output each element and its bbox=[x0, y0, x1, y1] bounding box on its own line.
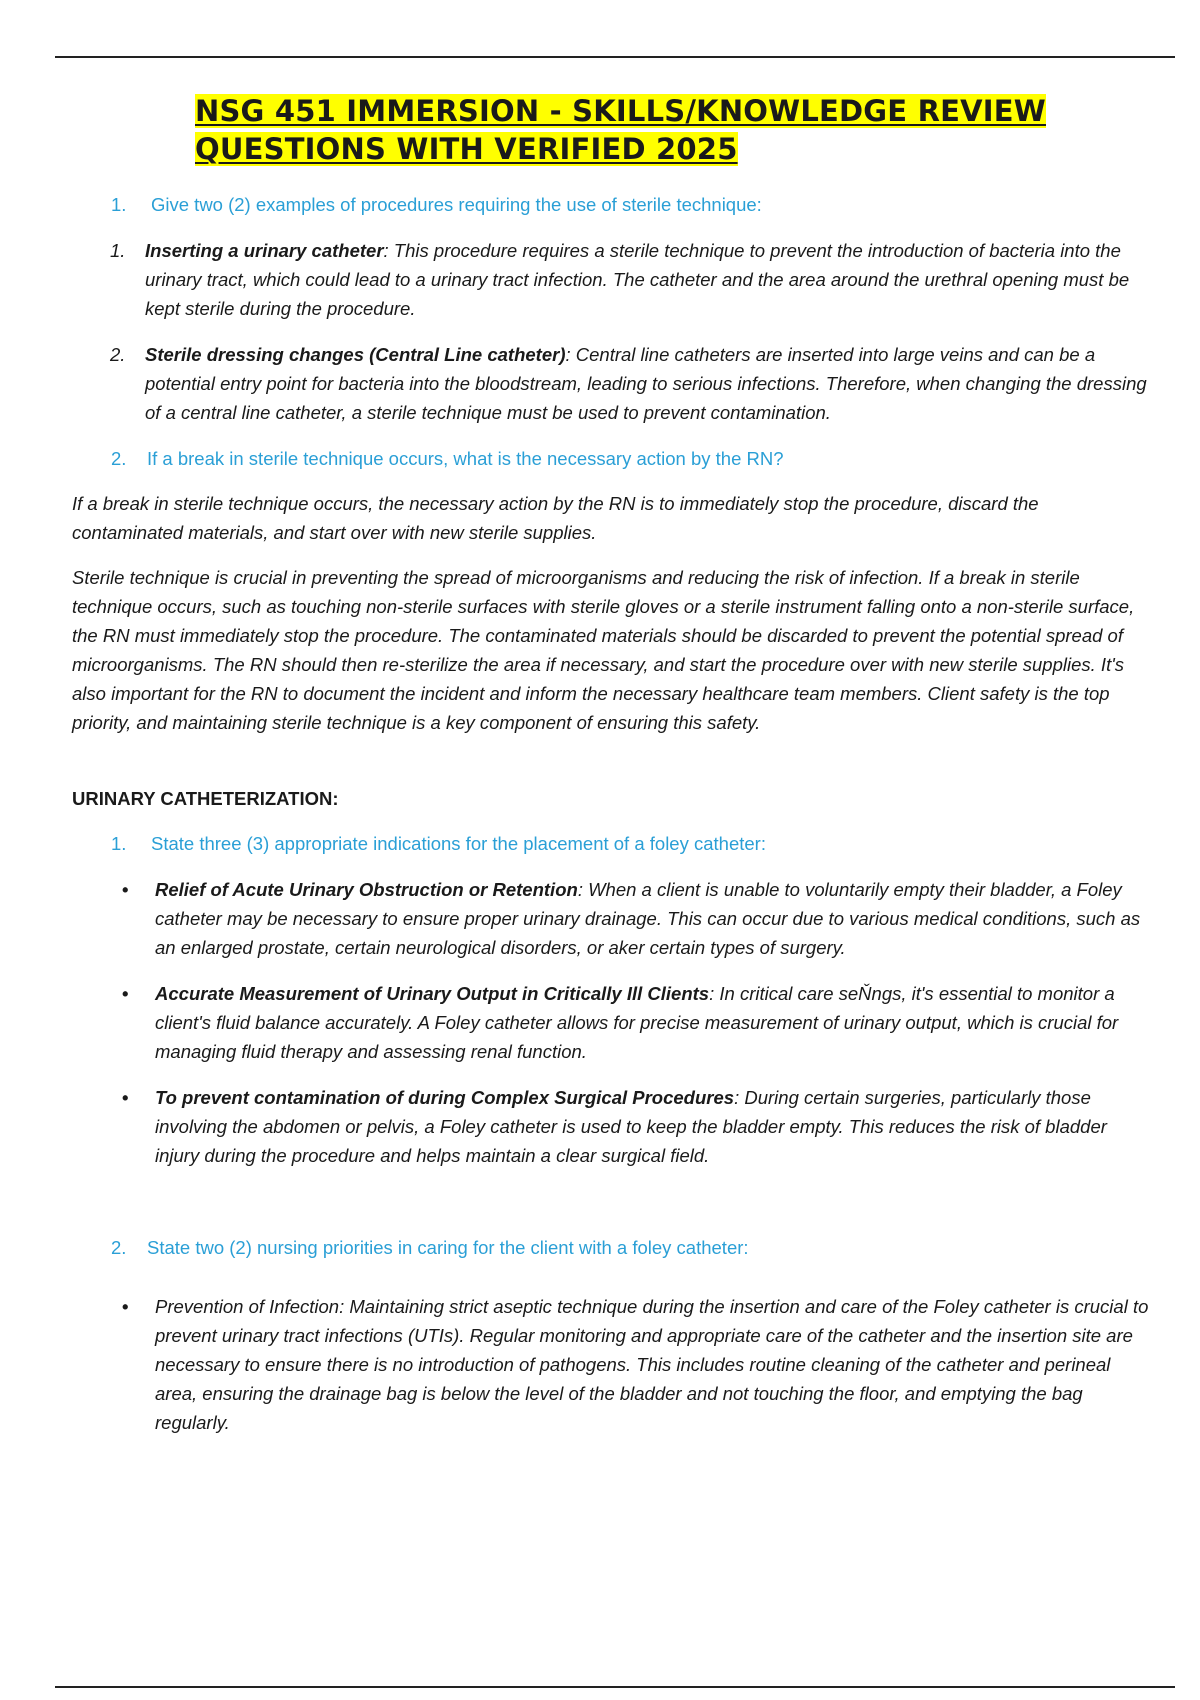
question-1 bbox=[111, 190, 1111, 219]
question-4 bbox=[111, 1233, 1111, 1262]
answer-marker: 2. bbox=[110, 344, 126, 365]
section-heading: URINARY CATHETERIZATION: bbox=[72, 788, 339, 809]
bullet-term: To prevent contamination of during Complex Surgical Procedures bbox=[155, 1087, 735, 1108]
bullet-item bbox=[122, 979, 1150, 1066]
answer-item bbox=[110, 340, 1155, 427]
bullet-text: : In critical care seŇngs, it's essential to monitor a client's fluid balance accurately. A Foley catheter allows for precise measurement of urinary output, which is crucial for managing fluid therapy and assessing renal function. bbox=[155, 983, 1119, 1062]
question-text: State two (2) nursing priorities in caring for the client with a foley catheter: bbox=[147, 1237, 749, 1258]
title-line-2: QUESTIONS WITH VERIFIED 2025 bbox=[195, 132, 738, 166]
bullet-text: Prevention of Infection: Maintaining strict aseptic technique during the insertion and care of the Foley catheter is crucial to prevent urinary tract infections (UTIs). Regular monitoring and appropriate care of the catheter and the insertion site are necessary to ensure there is no introduction of pathogens. This includes routine cleaning of the catheter and perineal area, ensuring the drainage bag is below the level of the bladder and not touching the floor, and emptying the bag regularly. bbox=[155, 1296, 1149, 1433]
title-line-1: NSG 451 IMMERSION - SKILLS/KNOWLEDGE REVIEW bbox=[195, 94, 1046, 128]
question-2 bbox=[111, 444, 1111, 473]
bullet-text: : When a client is unable to voluntarily empty their bladder, a Foley catheter may be necessary to ensure proper urinary drainage. This can occur due to various medical conditions, such as an enlarged prostate, certain neurological disorders, or aker certain types of surgery. bbox=[155, 879, 1141, 958]
answer-paragraph: Sterile technique is crucial in preventing the spread of microorganisms and reducing the risk of infection. If a break in sterile technique occurs, such as touching non-sterile surfaces with sterile gloves or a sterile instrument falling onto a non-sterile surface, the RN must immediately stop the procedure. The contaminated materials should be discarded to prevent the potential spread of microorganisms. The RN should then re-sterilize the area if necessary, and start the procedure over with new sterile supplies. It's also important for the RN to document the incident and inform the necessary healthcare team members. Client safety is the top priority, and maintaining sterile technique is a key component of ensuring this safety. bbox=[72, 567, 1135, 733]
answer-marker: 1. bbox=[110, 240, 126, 261]
bullet-text: : During certain surgeries, particularly those involving the abdomen or pelvis, a Foley catheter is used to keep the bladder empty. This reduces the risk of bladder injury during the procedure and helps maintain a clear surgical field. bbox=[155, 1087, 1107, 1166]
question-text: State three (3) appropriate indications for the placement of a foley catheter: bbox=[151, 833, 766, 854]
answer-term: Inserting a urinary catheter bbox=[145, 240, 384, 261]
bullet-item bbox=[122, 1083, 1150, 1170]
bullet-item bbox=[122, 1292, 1150, 1437]
bullet-item bbox=[122, 875, 1150, 962]
bullet-term: Relief of Acute Urinary Obstruction or Retention bbox=[155, 879, 578, 900]
question-number: 1. bbox=[111, 194, 127, 215]
bullet: • bbox=[122, 1296, 129, 1317]
question-number: 1. bbox=[111, 833, 127, 854]
bottom-rule bbox=[55, 1686, 1175, 1688]
question-text: If a break in sterile technique occurs, what is the necessary action by the RN? bbox=[147, 448, 784, 469]
answer-text: : Central line catheters are inserted into large veins and can be a potential entry point for bacteria into the bloodstream, leading to serious infections. Therefore, when changing the dressing of a central line catheter, a sterile technique must be used to prevent contamination. bbox=[145, 344, 1147, 423]
question-number: 2. bbox=[111, 1237, 127, 1258]
bullet: • bbox=[122, 1087, 129, 1108]
bullet: • bbox=[122, 879, 129, 900]
top-rule bbox=[55, 56, 1175, 58]
question-3 bbox=[111, 829, 1111, 858]
answer-term: Sterile dressing changes (Central Line catheter) bbox=[145, 344, 566, 365]
answer-paragraph: If a break in sterile technique occurs, the necessary action by the RN is to immediately stop the procedure, discard the contaminated materials, and start over with new sterile supplies. bbox=[72, 493, 1039, 543]
bullet: • bbox=[122, 983, 129, 1004]
answer-text: : This procedure requires a sterile technique to prevent the introduction of bacteria into the urinary tract, which could lead to a urinary tract infection. The catheter and the area around the urethral opening must be kept sterile during the procedure. bbox=[145, 240, 1130, 319]
bullet-term: Accurate Measurement of Urinary Output in Critically Ill Clients bbox=[155, 983, 710, 1004]
answer-item bbox=[110, 236, 1155, 323]
question-number: 2. bbox=[111, 448, 127, 469]
question-text: Give two (2) examples of procedures requiring the use of sterile technique: bbox=[151, 194, 762, 215]
document-title bbox=[195, 92, 1095, 168]
